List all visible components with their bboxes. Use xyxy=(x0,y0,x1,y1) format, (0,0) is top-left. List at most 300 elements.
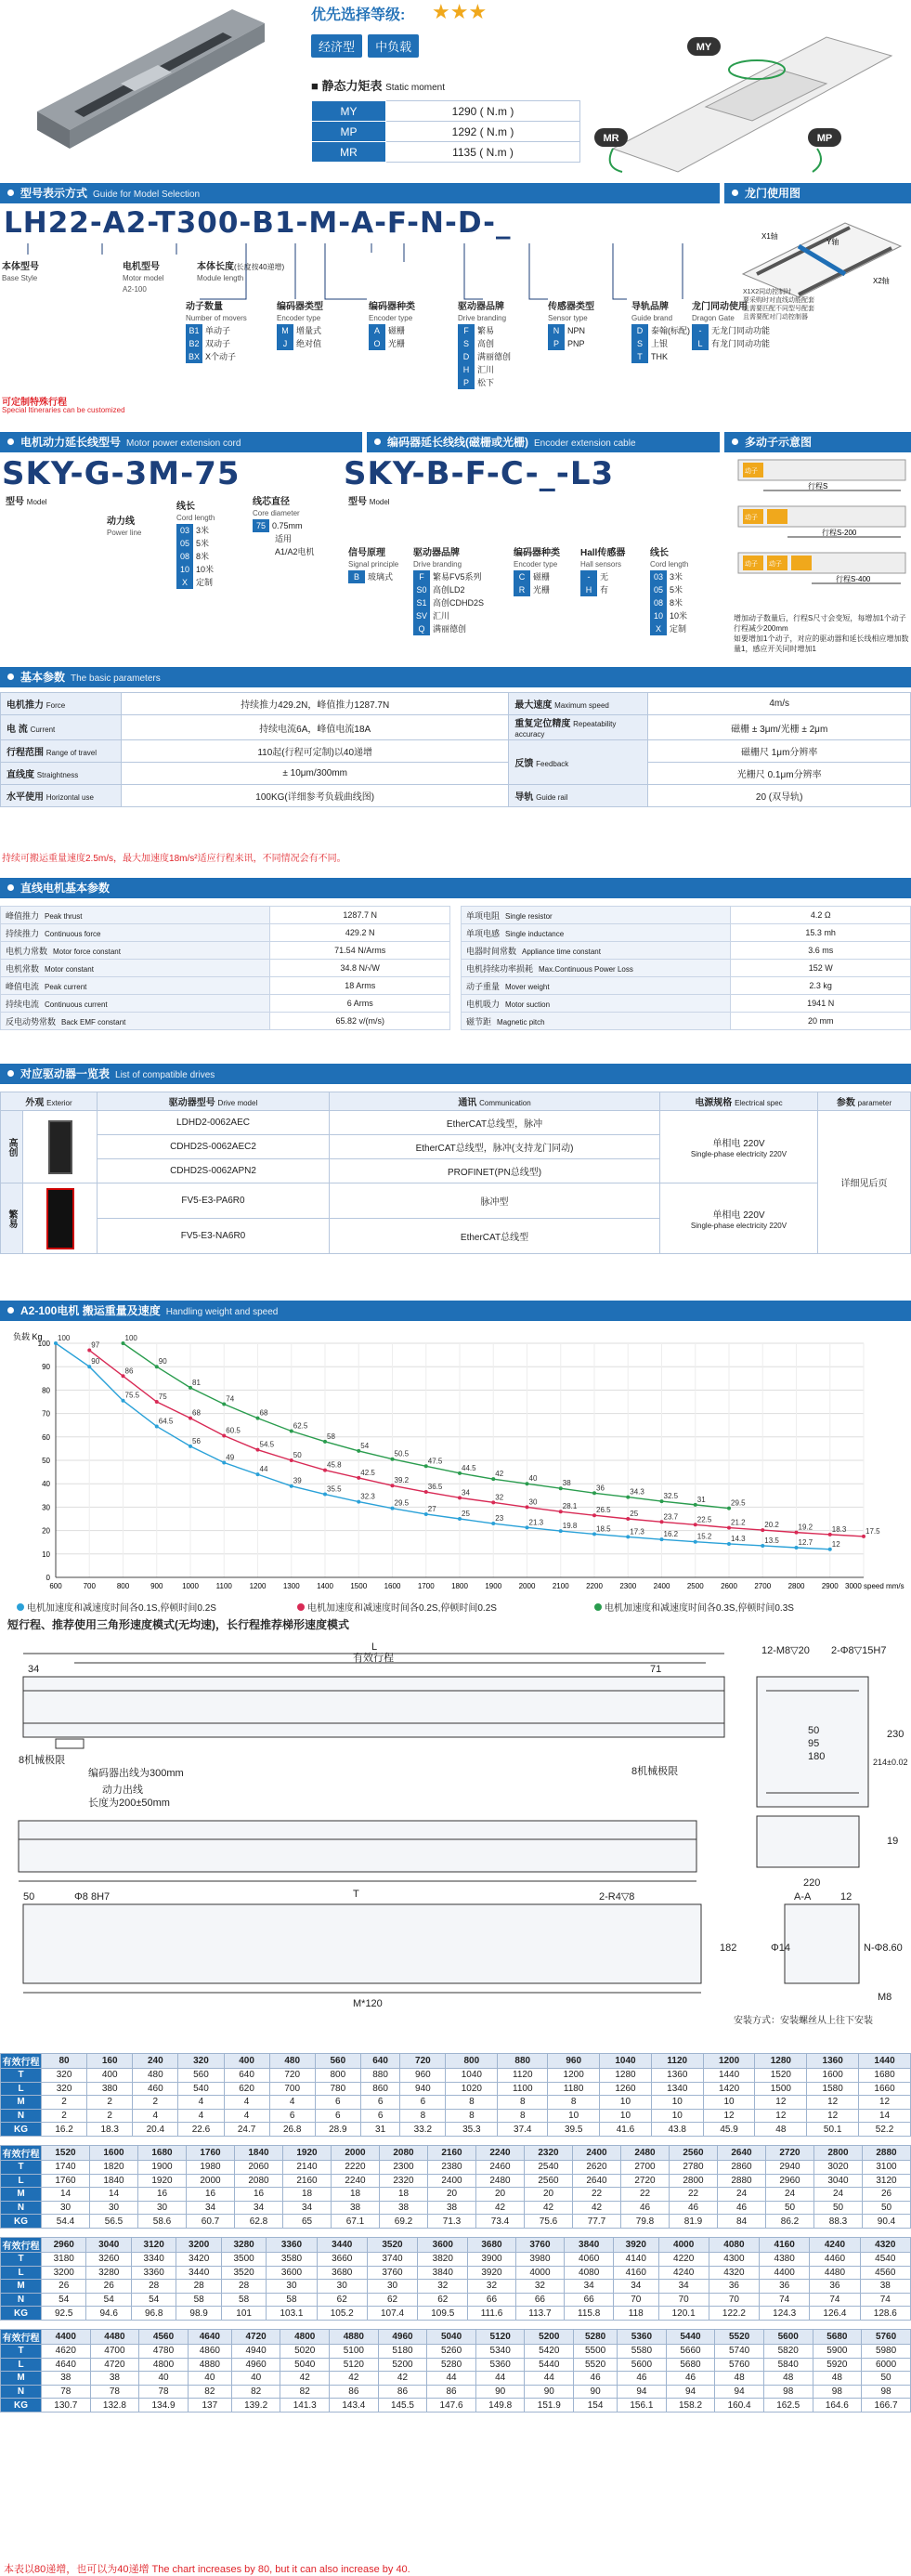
stroke-cell: 20.4 xyxy=(133,2123,178,2137)
stroke-cell: 34 xyxy=(235,2201,283,2215)
data-label: 47.5 xyxy=(427,1457,443,1466)
stroke-cell: 141.3 xyxy=(280,2399,330,2413)
stroke-table xyxy=(0,2237,911,2321)
stroke-cell: 1520 xyxy=(755,2069,807,2083)
stroke-cell: 10 xyxy=(703,2096,755,2110)
stroke-cell: 2960 xyxy=(42,2237,86,2252)
x-tick-label: 2600 xyxy=(721,1582,737,1590)
stroke-cell: 2 xyxy=(42,2109,87,2123)
stroke-cell: 105.2 xyxy=(317,2307,367,2321)
stroke-cell: 3420 xyxy=(176,2252,221,2266)
stroke-cell: 2880 xyxy=(863,2145,911,2160)
stroke-cell: 94 xyxy=(618,2385,667,2399)
stroke-cell: 18 xyxy=(283,2188,332,2202)
stroke-cell: 34 xyxy=(658,2280,709,2294)
stroke-cell: 71.3 xyxy=(428,2215,476,2229)
brand-cell: 繁易 xyxy=(1,1183,23,1254)
stroke-row xyxy=(1,2145,911,2160)
stroke-row xyxy=(1,2069,911,2083)
x-tick-label: 1600 xyxy=(384,1582,401,1590)
stroke-cell: 3580 xyxy=(267,2252,317,2266)
stroke-cell: 40 xyxy=(231,2372,280,2386)
stroke-cell: 4000 xyxy=(658,2237,709,2252)
data-label: 44 xyxy=(259,1465,268,1474)
dim-stroke: 有效行程 xyxy=(353,1653,394,1664)
drive-image xyxy=(48,1120,72,1174)
stroke-cell: 3260 xyxy=(86,2252,131,2266)
data-label: 12.7 xyxy=(798,1537,813,1547)
stroke-cell: 1200 xyxy=(548,2069,600,2083)
stroke-cell: 3760 xyxy=(515,2237,565,2252)
stroke-cell: 4800 xyxy=(280,2329,330,2344)
stroke-cell: 54 xyxy=(86,2293,131,2307)
legend-2: 电机加速度和减速度时间各0.2S,停顿时间0.2S xyxy=(297,1600,497,1614)
label-motor-model: 电机型号 Motor model A2-100 xyxy=(123,262,164,294)
stroke-cell: 35.3 xyxy=(446,2123,498,2137)
stroke-cell: 2960 xyxy=(766,2174,814,2188)
stroke-row-label: KG xyxy=(1,2123,42,2137)
stroke-cell: 126.4 xyxy=(810,2307,860,2321)
stroke-cell: 5920 xyxy=(813,2358,862,2372)
stroke-cell: 139.2 xyxy=(231,2399,280,2413)
tag-economy: 经济型 xyxy=(311,34,362,58)
stroke-cell: 5120 xyxy=(330,2358,379,2372)
dim-d214: 214±0.02 xyxy=(873,1758,908,1767)
stroke-label: 行程S-400 xyxy=(836,575,871,583)
stroke-cell: 62 xyxy=(418,2293,468,2307)
x-tick-label: 1100 xyxy=(215,1582,232,1590)
stroke-cell: 2400 xyxy=(428,2174,476,2188)
dim-d50b: 50 xyxy=(23,1891,35,1903)
data-label: 68 xyxy=(192,1408,201,1418)
x-tick-label: 2400 xyxy=(653,1582,670,1590)
guide-block: 导轨品牌 Guide brand D 泰翰(标配) S 上银 T THK xyxy=(631,302,690,361)
stroke-cell: 137 xyxy=(188,2399,231,2413)
stroke-cell: 3280 xyxy=(221,2237,266,2252)
dim-34: 34 xyxy=(28,1664,40,1675)
data-label: 25 xyxy=(462,1510,470,1518)
data-label: 90 xyxy=(91,1357,100,1366)
data-label: 21.2 xyxy=(731,1518,746,1527)
dim-n860: N-Φ8.60 xyxy=(864,1942,903,1954)
stroke-cell: 10 xyxy=(651,2109,703,2123)
stroke-cell: 6 xyxy=(269,2109,315,2123)
stroke-cell: 101 xyxy=(221,2307,266,2321)
stroke-row xyxy=(1,2266,911,2280)
data-label: 75 xyxy=(158,1393,167,1401)
stroke-cell: 14 xyxy=(42,2188,90,2202)
stroke-cell: 2160 xyxy=(283,2174,332,2188)
stroke-cell: 124.3 xyxy=(760,2307,810,2321)
data-label: 68 xyxy=(259,1408,268,1418)
stroke-cell: 143.4 xyxy=(330,2399,379,2413)
stroke-cell: 1360 xyxy=(651,2069,703,2083)
stroke-cell: 90 xyxy=(475,2385,525,2399)
stroke-cell: 134.9 xyxy=(139,2399,189,2413)
data-label: 44.5 xyxy=(462,1463,476,1472)
dim-r4: 2-R4▽8 xyxy=(599,1891,635,1903)
motor-param-row: 峰值推力 Peak thrust 1287.7 N xyxy=(1,907,450,924)
stroke-cell: 3440 xyxy=(176,2266,221,2280)
stroke-cell: 4560 xyxy=(139,2329,189,2344)
stroke-cell: 5760 xyxy=(715,2358,764,2372)
stroke-cell: 1740 xyxy=(42,2160,90,2174)
stroke-cell: 4 xyxy=(224,2109,269,2123)
stroke-cell: 240 xyxy=(133,2054,178,2069)
stroke-cell: 400 xyxy=(87,2069,133,2083)
stroke-cell: 8 xyxy=(446,2096,498,2110)
stroke-cell: 22.6 xyxy=(178,2123,224,2137)
x-tick-label: 1800 xyxy=(451,1582,468,1590)
stroke-cell: 2240 xyxy=(476,2145,525,2160)
stroke-row-label: KG xyxy=(1,2399,42,2413)
data-label: 54 xyxy=(360,1441,370,1450)
stroke-cell: 5180 xyxy=(378,2344,427,2358)
dim-d220: 220 xyxy=(803,1877,821,1889)
section-gantry-bar: 龙门使用图 xyxy=(724,183,911,203)
stroke-cell: 88.3 xyxy=(814,2215,863,2229)
stroke-cell: 4 xyxy=(178,2109,224,2123)
moment-key: MP xyxy=(312,122,386,142)
stroke-cell: 540 xyxy=(178,2082,224,2096)
stroke-row-label: L xyxy=(1,2174,42,2188)
stroke-cell: 62 xyxy=(367,2293,417,2307)
option-row: BX X个动子 xyxy=(186,350,247,363)
data-label: 64.5 xyxy=(158,1417,174,1426)
moment-key: MY xyxy=(312,101,386,122)
stroke-cell: 4320 xyxy=(860,2237,910,2252)
stroke-cell: 5500 xyxy=(574,2344,618,2358)
data-label: 54.5 xyxy=(259,1440,275,1449)
stroke-cell: 1980 xyxy=(187,2160,235,2174)
dim-d19: 19 xyxy=(887,1836,899,1847)
stroke-cell: 1920 xyxy=(283,2145,332,2160)
stroke-cell: 86 xyxy=(427,2385,476,2399)
stroke-cell: 4480 xyxy=(90,2329,139,2344)
stroke-row xyxy=(1,2329,911,2344)
stroke-cell: 90 xyxy=(574,2385,618,2399)
stroke-cell: 3920 xyxy=(468,2266,515,2280)
stroke-cell: 37.4 xyxy=(498,2123,548,2137)
data-label: 13.5 xyxy=(764,1536,779,1545)
dim-d12: 12 xyxy=(840,1891,852,1903)
priority-label: 优先选择等级: xyxy=(311,7,406,23)
stroke-cell: 30 xyxy=(138,2201,187,2215)
stroke-cell: 84 xyxy=(718,2215,766,2229)
dim-T: T xyxy=(353,1889,359,1900)
motor-params-right xyxy=(461,906,911,1030)
stroke-cell: 24 xyxy=(766,2188,814,2202)
stroke-row-label: N xyxy=(1,2201,42,2215)
stroke-cell: 12 xyxy=(807,2109,859,2123)
stroke-cell: 4960 xyxy=(378,2329,427,2344)
y-tick-label: 40 xyxy=(42,1480,50,1489)
motor-param-row: 持续推力 Continuous force 429.2 N xyxy=(1,924,450,942)
data-label: 18.3 xyxy=(831,1524,847,1534)
stroke-cell: 20 xyxy=(525,2188,573,2202)
stroke-row xyxy=(1,2160,911,2174)
stroke-cell: 860 xyxy=(360,2082,399,2096)
stroke-cell: 6 xyxy=(400,2096,446,2110)
dim-d180: 180 xyxy=(808,1751,826,1762)
stroke-cell: 720 xyxy=(400,2054,446,2069)
data-label: 74 xyxy=(226,1394,235,1404)
stroke-cell: 4480 xyxy=(810,2266,860,2280)
stroke-row xyxy=(1,2399,911,2413)
mover-label: 动子 xyxy=(745,561,758,568)
x-tick-label: 2100 xyxy=(552,1582,569,1590)
stroke-cell: 4400 xyxy=(42,2329,91,2344)
stroke-cell: 700 xyxy=(269,2082,315,2096)
stroke-cell: 42 xyxy=(573,2201,621,2215)
stroke-cell: 4640 xyxy=(188,2329,231,2344)
stroke-cell: 8 xyxy=(498,2109,548,2123)
stroke-cell: 5840 xyxy=(763,2358,813,2372)
stroke-cell: 67.1 xyxy=(332,2215,380,2229)
stroke-cell: 560 xyxy=(315,2054,360,2069)
data-label: 50 xyxy=(293,1451,302,1459)
stroke-cell: 1900 xyxy=(138,2160,187,2174)
stroke-cell: 3120 xyxy=(863,2174,911,2188)
enc-kind-block: 编码器种类 Encoder type C 磁栅 R 光栅 xyxy=(514,548,560,595)
stroke-cell: 66 xyxy=(468,2293,515,2307)
x-tick-label: 2700 xyxy=(754,1582,772,1590)
stroke-cell: 2940 xyxy=(766,2160,814,2174)
data-label: 17.3 xyxy=(630,1527,644,1536)
data-label: 32 xyxy=(495,1493,504,1502)
basic-row-3: 直线度 Straightness ± 10μm/300mm 光栅尺 0.1μm分辨率 xyxy=(1,763,911,785)
stroke-row-label: KG xyxy=(1,2215,42,2229)
data-label: 30 xyxy=(528,1497,538,1507)
stroke-cell: 1120 xyxy=(498,2069,548,2083)
option-row: B2 双动子 xyxy=(186,337,247,350)
stroke-cell: 58.6 xyxy=(138,2215,187,2229)
stroke-row-label: 有效行程 xyxy=(1,2237,42,2252)
install-note: 安装方式：安装螺丝从上往下安装 xyxy=(734,2016,873,2026)
stroke-cell: 2880 xyxy=(718,2174,766,2188)
stroke-cell: 3180 xyxy=(42,2252,86,2266)
stroke-cell: 2080 xyxy=(380,2145,428,2160)
dim-enc-out: 编码器出线为300mm xyxy=(88,1768,184,1779)
stroke-cell: 5100 xyxy=(330,2344,379,2358)
stroke-cell: 48 xyxy=(813,2372,862,2386)
stroke-cell: 960 xyxy=(548,2054,600,2069)
stroke-cell: 3360 xyxy=(267,2237,317,2252)
stroke-cell: 5680 xyxy=(666,2358,715,2372)
stroke-cell: 5740 xyxy=(715,2344,764,2358)
stroke-cell: 12 xyxy=(755,2109,807,2123)
x-tick-label: 900 xyxy=(150,1582,163,1590)
stroke-cell: 44 xyxy=(427,2372,476,2386)
stroke-cell: 38 xyxy=(90,2372,139,2386)
stroke-cell: 18.3 xyxy=(87,2123,133,2137)
stroke-cell: 940 xyxy=(400,2082,446,2096)
stroke-cell: 58 xyxy=(176,2293,221,2307)
stroke-cell: 12 xyxy=(859,2096,911,2110)
stroke-cell: 16.2 xyxy=(42,2123,87,2137)
stroke-cell: 94 xyxy=(715,2385,764,2399)
stroke-cell: 14 xyxy=(859,2109,911,2123)
stroke-cell: 480 xyxy=(269,2054,315,2069)
legend-1: 电机加速度和减速度时间各0.1S,停顿时间0.2S xyxy=(17,1600,216,1614)
stroke-cell: 4940 xyxy=(231,2344,280,2358)
stroke-cell: 4300 xyxy=(709,2252,759,2266)
stroke-cell: 2560 xyxy=(525,2174,573,2188)
data-label: 50.5 xyxy=(394,1449,410,1458)
model-code: LH22-A2-T300-B1-M-A-F-N-D-_ xyxy=(4,206,512,240)
multi-mover-diagram xyxy=(734,455,910,613)
stroke-row xyxy=(1,2109,911,2123)
dim-power-len: 长度为200±50mm xyxy=(88,1798,170,1809)
stroke-cell: 4700 xyxy=(90,2344,139,2358)
axis-label-mp: MP xyxy=(816,133,833,144)
stroke-cell: 2480 xyxy=(476,2174,525,2188)
stroke-cell: 2460 xyxy=(476,2160,525,2174)
stroke-cell: 44 xyxy=(475,2372,525,2386)
stroke-cell: 3440 xyxy=(317,2237,367,2252)
stroke-row-label: 有效行程 xyxy=(1,2329,42,2344)
dim-m8: M8 xyxy=(878,1992,892,2003)
stroke-cell: 30 xyxy=(367,2280,417,2294)
stroke-cell: 1420 xyxy=(703,2082,755,2096)
data-label: 12 xyxy=(831,1539,840,1549)
stroke-cell: 2320 xyxy=(380,2174,428,2188)
stroke-cell: 74 xyxy=(860,2293,910,2307)
gantry-x2: X2轴 xyxy=(873,277,890,285)
data-label: 26.5 xyxy=(596,1506,611,1515)
dim-L: L xyxy=(371,1641,378,1653)
motor-param-row: 峰值电流 Peak current 18 Arms xyxy=(1,977,450,995)
stroke-cell: 8 xyxy=(400,2109,446,2123)
stroke-cell: 10 xyxy=(548,2109,600,2123)
stroke-cell: 65 xyxy=(283,2215,332,2229)
stroke-cell: 80 xyxy=(42,2054,87,2069)
data-label: 62.5 xyxy=(293,1421,308,1431)
data-label: 36.5 xyxy=(427,1483,443,1492)
stroke-cell: 54 xyxy=(42,2293,86,2307)
stroke-label: 行程S xyxy=(808,482,828,490)
load-chart xyxy=(0,1327,911,1619)
motor-param-row: 单项电感 Single inductance 15.3 mh xyxy=(462,924,911,942)
stroke-cell: 1280 xyxy=(600,2069,652,2083)
x-tick-label: 2000 xyxy=(518,1582,536,1590)
stroke-row xyxy=(1,2307,911,2321)
stroke-cell: 4220 xyxy=(658,2252,709,2266)
stroke-cell: 38 xyxy=(860,2280,910,2294)
stroke-cell: 70 xyxy=(709,2293,759,2307)
stroke-cell: 4800 xyxy=(139,2358,189,2372)
stroke-table xyxy=(0,2053,911,2137)
stroke-cell: 50.1 xyxy=(807,2123,859,2137)
stroke-cell: 2400 xyxy=(573,2145,621,2160)
dim-aa: A-A xyxy=(794,1891,812,1903)
x-tick-label: 600 xyxy=(49,1582,62,1590)
stroke-cell: 4400 xyxy=(760,2266,810,2280)
label-module-length: 本体长度(长度按40递增) Module length xyxy=(197,262,285,282)
stroke-cell: 98 xyxy=(813,2385,862,2399)
stroke-cell: 3680 xyxy=(317,2266,367,2280)
stroke-cell: 4240 xyxy=(810,2237,860,2252)
stroke-cell: 24.7 xyxy=(224,2123,269,2137)
encoder-kind-block: 编码器种类 Encoder type A 磁栅 O 光栅 xyxy=(369,302,415,348)
motor-cable-model-label: 型号 Model xyxy=(6,497,47,507)
stroke-row-label: M xyxy=(1,2188,42,2202)
stroke-cell: 132.8 xyxy=(90,2399,139,2413)
stroke-cell: 960 xyxy=(400,2069,446,2083)
stroke-cell: 1440 xyxy=(859,2054,911,2069)
data-label: 19.8 xyxy=(562,1522,578,1531)
stroke-row xyxy=(1,2096,911,2110)
series-line xyxy=(56,1340,830,1550)
stroke-cell: 16 xyxy=(235,2188,283,2202)
stroke-cell: 50 xyxy=(766,2201,814,2215)
stroke-cell: 4720 xyxy=(231,2329,280,2344)
x-tick-label: 1500 xyxy=(350,1582,368,1590)
stroke-cell: 149.8 xyxy=(475,2399,525,2413)
stroke-cell: 94.6 xyxy=(86,2307,131,2321)
data-label: 42.5 xyxy=(360,1468,375,1477)
stroke-cell: 118 xyxy=(614,2307,658,2321)
motor-param-row: 电器时间常数 Appliance time constant 3.6 ms xyxy=(462,942,911,960)
stroke-cell: 3500 xyxy=(221,2252,266,2266)
dim-hole: Φ8 8H7 xyxy=(74,1891,111,1903)
stroke-cell: 640 xyxy=(224,2069,269,2083)
stroke-cell: 560 xyxy=(178,2069,224,2083)
stroke-cell: 28 xyxy=(176,2280,221,2294)
stroke-cell: 2860 xyxy=(718,2160,766,2174)
mover-label: 动子 xyxy=(745,515,758,521)
stroke-cell: 1760 xyxy=(187,2145,235,2160)
stroke-cell: 5660 xyxy=(666,2344,715,2358)
stroke-cell: 2480 xyxy=(621,2145,670,2160)
stroke-row-label: L xyxy=(1,2082,42,2096)
stroke-row xyxy=(1,2215,911,2229)
stroke-cell: 4380 xyxy=(760,2252,810,2266)
load-note: 短行程、推荐使用三角形速度模式(无均速)，长行程推荐梯形速度模式 xyxy=(7,1618,349,1631)
stroke-cell: 1120 xyxy=(651,2054,703,2069)
gantry-note: X1X2同动控制时 要采购时对直线动能配套 且需要匹配不同型号配套 且需要配对门动控制器 xyxy=(743,289,814,320)
stroke-cell: 62.8 xyxy=(235,2215,283,2229)
y-tick-label: 10 xyxy=(42,1550,50,1559)
stroke-cell: 2 xyxy=(87,2109,133,2123)
stroke-row-label: M xyxy=(1,2096,42,2110)
stroke-cell: 6000 xyxy=(862,2358,911,2372)
moment-title: ■ 静态力矩表 Static moment xyxy=(311,79,446,93)
enc-drive-block: 驱动器品牌 Drive branding F 繁易FV5系列 S0 高创LD2 S1 高创CDHD2S SV 汇川 Q 满丽德创 xyxy=(413,548,485,634)
stroke-cell: 38 xyxy=(332,2201,380,2215)
stroke-cell: 103.1 xyxy=(267,2307,317,2321)
stroke-cell: 6 xyxy=(315,2096,360,2110)
stroke-cell: 34 xyxy=(614,2280,658,2294)
data-label: 58 xyxy=(327,1432,335,1441)
stroke-cell: 320 xyxy=(42,2069,87,2083)
stroke-cell: 40 xyxy=(188,2372,231,2386)
stroke-row xyxy=(1,2372,911,2386)
stroke-cell: 38 xyxy=(428,2201,476,2215)
stroke-cell: 5520 xyxy=(574,2358,618,2372)
data-label: 16.2 xyxy=(663,1530,679,1539)
stroke-cell: 3520 xyxy=(221,2266,266,2280)
data-label: 29.5 xyxy=(394,1498,410,1508)
data-label: 42 xyxy=(495,1470,504,1479)
section-motor-cable-bar: 电机动力延长线型号 Motor power extension cord xyxy=(0,432,362,452)
stroke-cell: 2 xyxy=(42,2096,87,2110)
stroke-cell: 2220 xyxy=(332,2160,380,2174)
stroke-row xyxy=(1,2201,911,2215)
stroke-row-label: KG xyxy=(1,2307,42,2321)
section-model-bar: 型号表示方式 Guide for Model Selection xyxy=(0,183,720,203)
stroke-cell: 5760 xyxy=(862,2329,911,2344)
